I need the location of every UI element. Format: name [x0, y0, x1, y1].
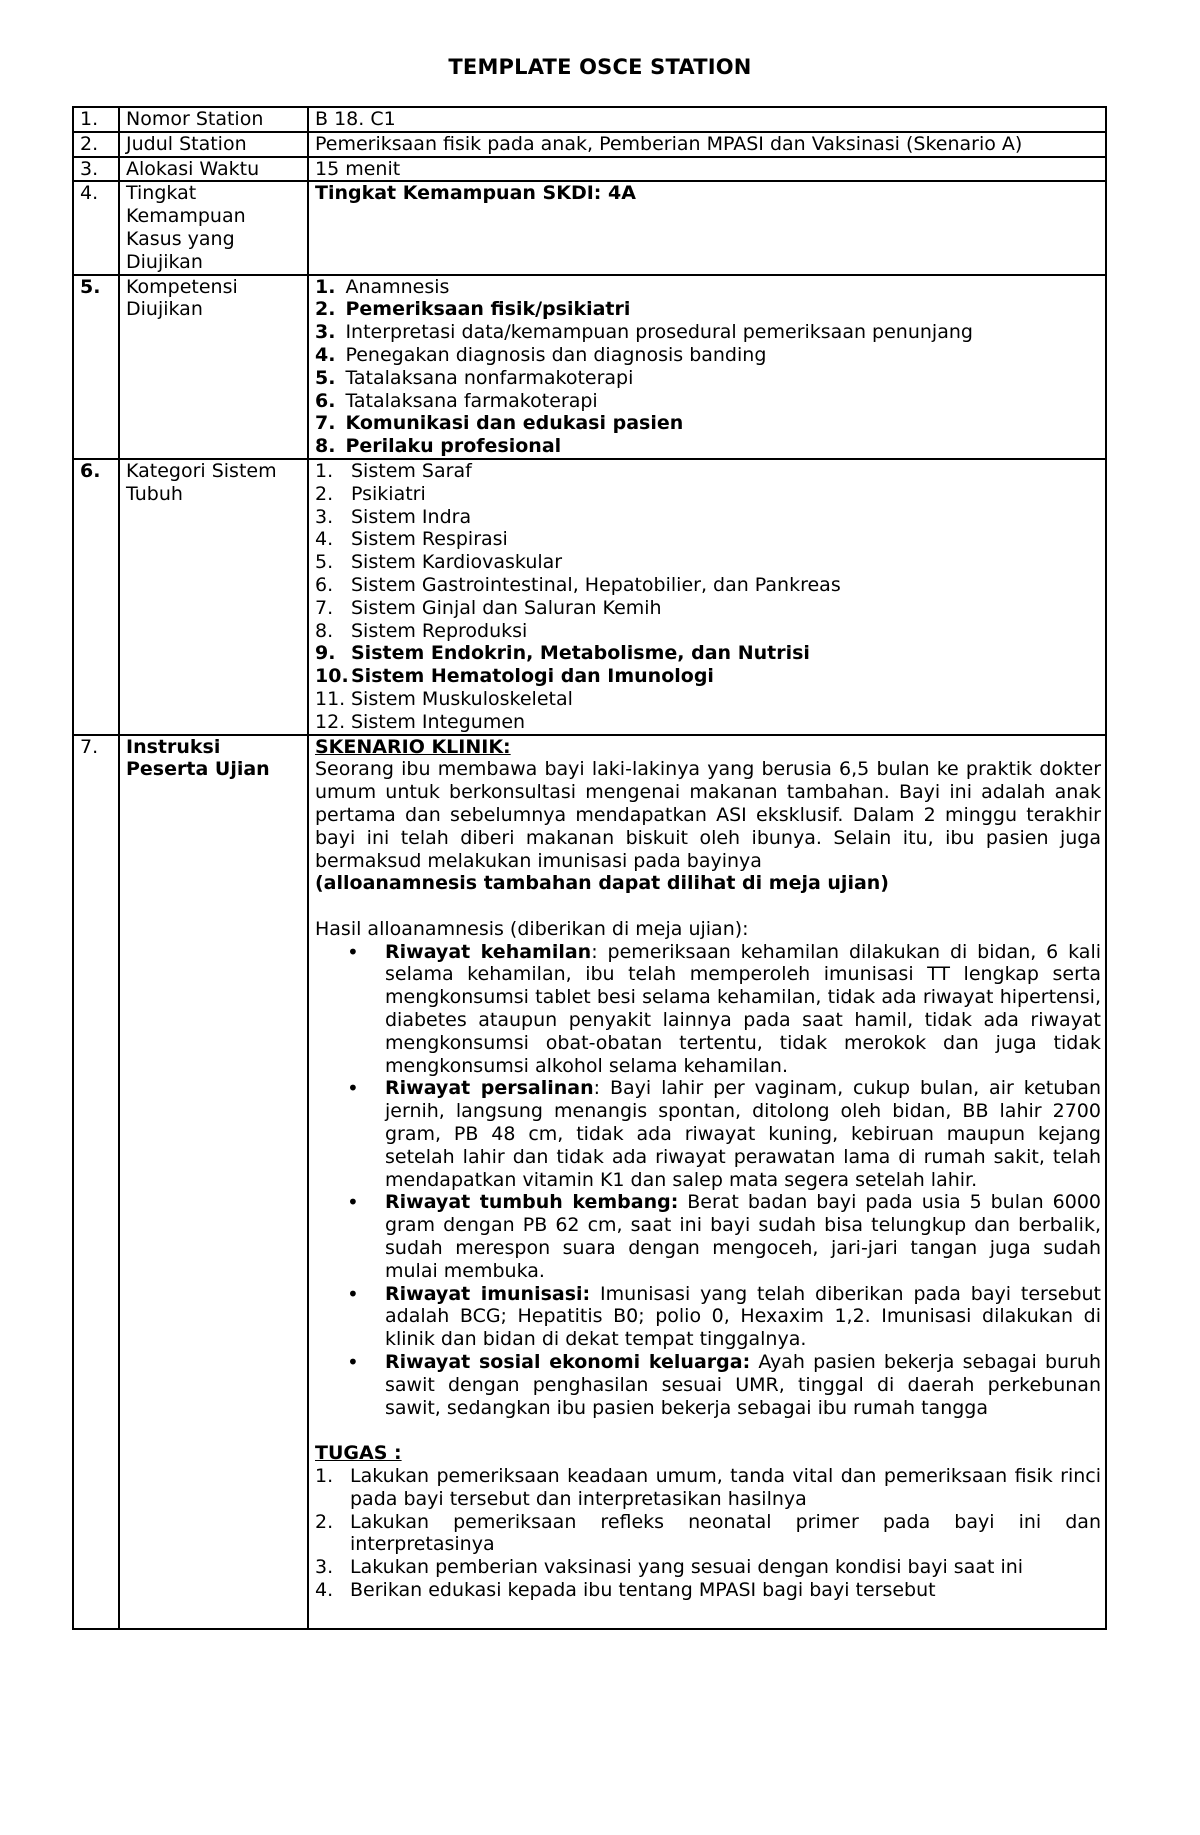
bullet-icon: •	[347, 1190, 359, 1215]
row-label: Nomor Station	[119, 107, 308, 132]
row-kategori-sistem	[73, 459, 1106, 735]
row-value: Pemeriksaan fisik pada anak, Pemberian MPASI dan Vaksinasi (Skenario A)	[308, 132, 1106, 157]
row-nomor-station	[73, 107, 1106, 132]
row-alokasi-waktu	[73, 157, 1106, 182]
row-label: Tingkat Kemampuan Kasus yang Diujikan	[119, 181, 308, 274]
osce-station-table	[72, 106, 1107, 1630]
page-title: TEMPLATE OSCE STATION	[448, 55, 752, 79]
list-item: 9. Sistem Endokrin, Metabolisme, dan Nutrisi	[315, 642, 810, 665]
list-item: 1. Lakukan pemeriksaan keadaan umum, tanda vital dan pemeriksaan fisik rinci pada bayi tersebut dan interpretasikan hasilnya	[315, 1465, 1101, 1510]
tugas-heading: TUGAS :	[315, 1442, 402, 1465]
list-item: • Riwayat kehamilan: pemeriksaan kehamilan dilakukan di bidan, 6 kali selama kehamilan, ibu telah memperoleh imunisasi TT lengkap serta mengkonsumsi tablet besi selama kehamilan, tidak ada riwayat hipertensi, diabetes ataupun penyakit lainnya pada saat hamil, tidak ada riwayat mengkonsumsi obat-obatan tertentu, tidak merokok dan juga tidak mengkonsumsi alkohol selama kehamilan.	[347, 939, 1101, 1077]
list-item: • Riwayat sosial ekonomi keluarga: Ayah pasien bekerja sebagai buruh sawit dengan penghasilan sesuai UMR, tinggal di daerah perkebunan sawit, sedangkan ibu pasien bekerja sebagai ibu rumah tangga	[347, 1350, 1101, 1419]
row-number: 4.	[73, 181, 119, 274]
scenario-note: (alloanamnesis tambahan dapat dilihat di meja ujian)	[315, 872, 889, 895]
list-item: 3. Lakukan pemberian vaksinasi yang sesuai dengan kondisi bayi saat ini	[315, 1556, 1024, 1579]
list-item: 4. Berikan edukasi kepada ibu tentang MPASI bagi bayi tersebut	[315, 1579, 936, 1601]
row-value: Tingkat Kemampuan SKDI: 4A	[308, 181, 1106, 274]
list-item: 7. Sistem Ginjal dan Saluran Kemih	[315, 596, 662, 619]
list-item: 8. Perilaku profesional	[315, 435, 562, 458]
bullet-icon: •	[347, 1076, 359, 1101]
bullet-icon: •	[347, 1281, 359, 1306]
kompetensi-list	[308, 275, 1106, 459]
list-item: • Riwayat imunisasi: Imunisasi yang telah diberikan pada bayi tersebut adalah BCG; Hepatitis B0; polio 0, Hexaxim 1,2. Imunisasi dilakukan di klinik dan bidan di dekat tempat tinggalnya.	[347, 1281, 1102, 1351]
instruksi-content	[308, 735, 1106, 1629]
row-label: Kompetensi Diujikan	[119, 275, 308, 459]
row-number: 5.	[73, 275, 119, 459]
row-number: 3.	[73, 157, 119, 182]
row-label: Instruksi Peserta Ujian	[119, 735, 308, 1629]
list-item: 4. Sistem Respirasi	[315, 528, 508, 551]
list-item: 7. Komunikasi dan edukasi pasien	[315, 412, 684, 435]
list-item: 4. Penegakan diagnosis dan diagnosis banding	[315, 343, 767, 366]
list-item: 1. Sistem Saraf	[315, 459, 472, 482]
list-item: • Riwayat persalinan: Bayi lahir per vaginam, cukup bulan, air ketuban jernih, langsung menangis spontan, ditolong oleh bidan, BB lahir 2700 gram, PB 48 cm, tidak ada riwayat kuning, kebiruan maupun kejang setelah lahir dan tidak ada riwayat perawatan lama di rumah sakit, telah mendapatkan vitamin K1 dan salep mata segera setelah lahir.	[347, 1076, 1101, 1191]
row-label: Alokasi Waktu	[119, 157, 308, 182]
list-item: 8. Sistem Reproduksi	[315, 619, 528, 642]
row-tingkat-kemampuan	[73, 181, 1106, 274]
list-item: 12. Sistem Integumen	[315, 710, 526, 733]
scenario-text: Seorang ibu membawa bayi laki-lakinya yang berusia 6,5 bulan ke praktik dokter umum untuk berkonsultasi mengenai makanan tambahan. Bayi ini adalah anak pertama dan sebelumnya mendapatkan ASI eksklusif. Dalam 2 minggu terakhir bayi ini telah diberi makanan biskuit oleh ibunya. Selain itu, ibu pasien juga bermaksud melakukan imunisasi pada bayinya	[315, 758, 1101, 872]
list-item: 11. Sistem Muskuloskeletal	[315, 687, 573, 710]
row-number: 2.	[73, 132, 119, 157]
list-item: • Riwayat tumbuh kembang: Berat badan bayi pada usia 5 bulan 6000 gram dengan PB 62 cm, saat ini bayi sudah bisa telungkup dan berbalik, sudah merespon suara dengan mengoceh, jari-jari tangan juga sudah mulai membuka.	[347, 1190, 1101, 1282]
list-item: 6. Tatalaksana farmakoterapi	[315, 389, 598, 412]
list-item: 2. Psikiatri	[315, 482, 426, 505]
row-value: B 18. C1	[308, 107, 1106, 132]
list-item: 5. Tatalaksana nonfarmakoterapi	[315, 366, 634, 389]
kategori-list	[308, 459, 1106, 735]
hasil-heading: Hasil alloanamnesis (diberikan di meja ujian):	[315, 917, 749, 940]
row-kompetensi	[73, 275, 1106, 459]
row-number: 1.	[73, 107, 119, 132]
row-value: 15 menit	[308, 157, 1106, 182]
row-instruksi	[73, 735, 1106, 1629]
scenario-heading: SKENARIO KLINIK:	[315, 735, 511, 758]
row-judul-station	[73, 132, 1106, 157]
list-item: 1. Anamnesis	[315, 275, 450, 298]
list-item: 3. Sistem Indra	[315, 505, 472, 528]
row-label: Kategori Sistem Tubuh	[119, 459, 308, 735]
list-item: 2. Pemeriksaan fisik/psikiatri	[315, 298, 631, 321]
row-label: Judul Station	[119, 132, 308, 157]
list-item: 3. Interpretasi data/kemampuan prosedural pemeriksaan penunjang	[315, 321, 973, 344]
row-number: 6.	[73, 459, 119, 735]
list-item: 5. Sistem Kardiovaskular	[315, 551, 563, 574]
list-item: 2. Lakukan pemeriksaan refleks neonatal primer pada bayi ini dan interpretasinya	[315, 1510, 1101, 1556]
list-item: 6. Sistem Gastrointestinal, Hepatobilier, dan Pankreas	[315, 573, 841, 596]
list-item: 10. Sistem Hematologi dan Imunologi	[315, 665, 714, 688]
bullet-icon: •	[347, 939, 359, 964]
row-number: 7.	[73, 735, 119, 1629]
bullet-icon: •	[347, 1350, 359, 1375]
